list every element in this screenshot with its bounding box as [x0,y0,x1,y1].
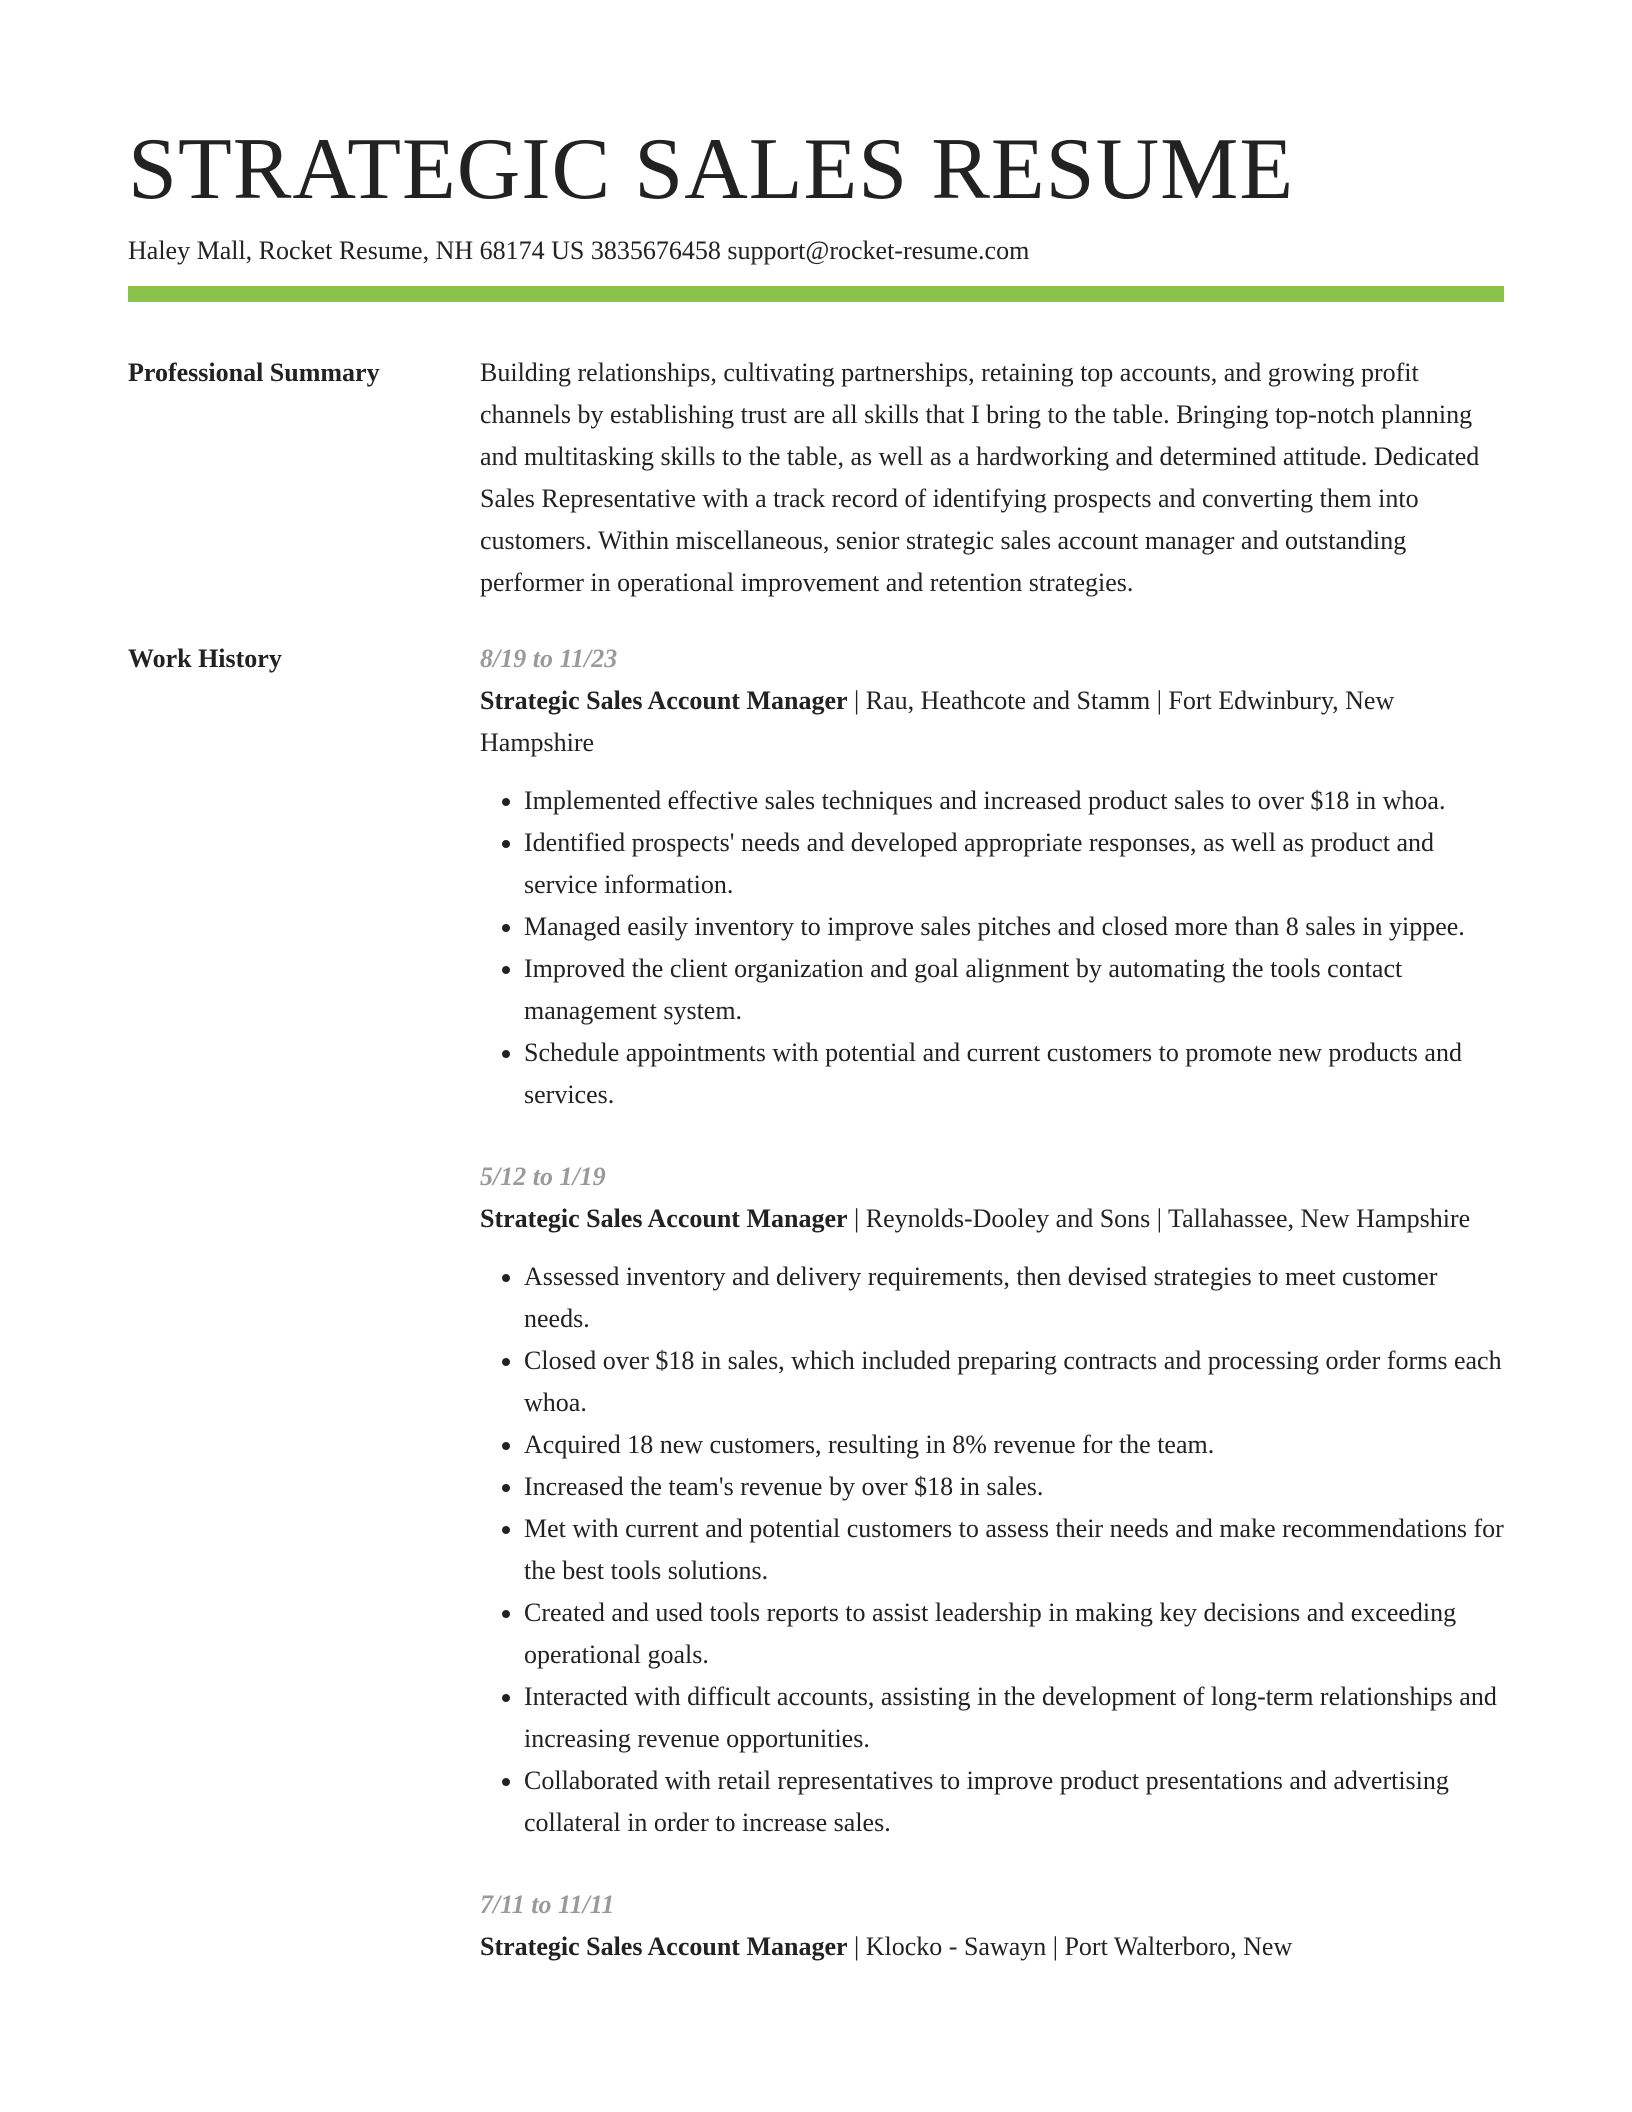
job-entry [480,1884,1504,1968]
job-dates: 7/11 to 11/11 [480,1890,615,1919]
job-company-location: | Klocko - Sawayn | Port Walterboro, New [847,1932,1293,1961]
job-bullet: • Closed over $18 in sales, which included preparing contracts and processing order forms each whoa. [524,1340,1504,1424]
job-bullet: • Met with current and potential customers to assess their needs and make recommendations for the best tools solutions. [524,1508,1504,1592]
job-dates: 5/12 to 1/19 [480,1162,606,1191]
work-history-section [128,638,1504,1968]
summary-body [480,352,1504,604]
summary-text: Building relationships, cultivating partnerships, retaining top accounts, and growing profit channels by establishing trust are all skills that I bring to the table. Bringing top-notch planning and multitasking skills to the table, as well as a hardworking and determined attitude. Dedicated Sales Representative with a track record of identifying prospects and converting them into customers. Within miscellaneous, senior strategic sales account manager and outstanding performer in operational improvement and retention strategies. [480,358,1480,597]
job-company-location: | Rau, Heathcote and Stamm | Fort Edwinbury, New Hampshire [480,686,1395,757]
summary-label: Professional Summary [128,358,380,387]
job-bullet: • Managed easily inventory to improve sales pitches and closed more than 8 sales in yippee. [524,906,1504,948]
summary-section [128,352,1504,604]
contact-phone: 3835676458 [590,236,721,265]
job-heading [480,1926,1504,1968]
resume-page [128,118,1504,1968]
work-history-label: Work History [128,644,282,673]
job-bullet: • Collaborated with retail representatives to improve product presentations and advertising collateral in order to increase sales. [524,1760,1504,1844]
contact-line [128,234,1504,268]
contact-address: Haley Mall, Rocket Resume, NH 68174 US [128,236,585,265]
job-bullet: • Schedule appointments with potential and current customers to promote new products and services. [524,1032,1504,1116]
contact-email: support@rocket-resume.com [727,236,1030,265]
job-role: Strategic Sales Account Manager [480,1204,848,1233]
header-divider [128,286,1504,302]
job-bullet: • Created and used tools reports to assist leadership in making key decisions and exceeding operational goals. [524,1592,1504,1676]
job-entry [480,638,1504,1116]
job-company-location: | Reynolds-Dooley and Sons | Tallahassee, New Hampshire [847,1204,1471,1233]
job-bullet: • Acquired 18 new customers, resulting in 8% revenue for the team. [524,1424,1504,1466]
job-dates: 8/19 to 11/23 [480,644,618,673]
job-bullet: • Increased the team's revenue by over $18 in sales. [524,1466,1504,1508]
job-bullet: • Identified prospects' needs and developed appropriate responses, as well as product and service information. [524,822,1504,906]
job-list [480,638,1504,1968]
job-role: Strategic Sales Account Manager [480,1932,848,1961]
resume-title: STRATEGIC SALES RESUME [128,121,1295,218]
job-heading [480,680,1504,764]
job-bullet: • Improved the client organization and goal alignment by automating the tools contact management system. [524,948,1504,1032]
job-heading [480,1198,1504,1240]
job-bullet: • Assessed inventory and delivery requirements, then devised strategies to meet customer needs. [524,1256,1504,1340]
job-role: Strategic Sales Account Manager [480,686,848,715]
job-entry [480,1156,1504,1844]
job-bullet-list [480,1256,1504,1844]
job-bullet: • Interacted with difficult accounts, assisting in the development of long-term relationships and increasing revenue opportunities. [524,1676,1504,1760]
job-bullet-list [480,780,1504,1116]
job-bullet: • Implemented effective sales techniques and increased product sales to over $18 in whoa. [524,780,1504,822]
